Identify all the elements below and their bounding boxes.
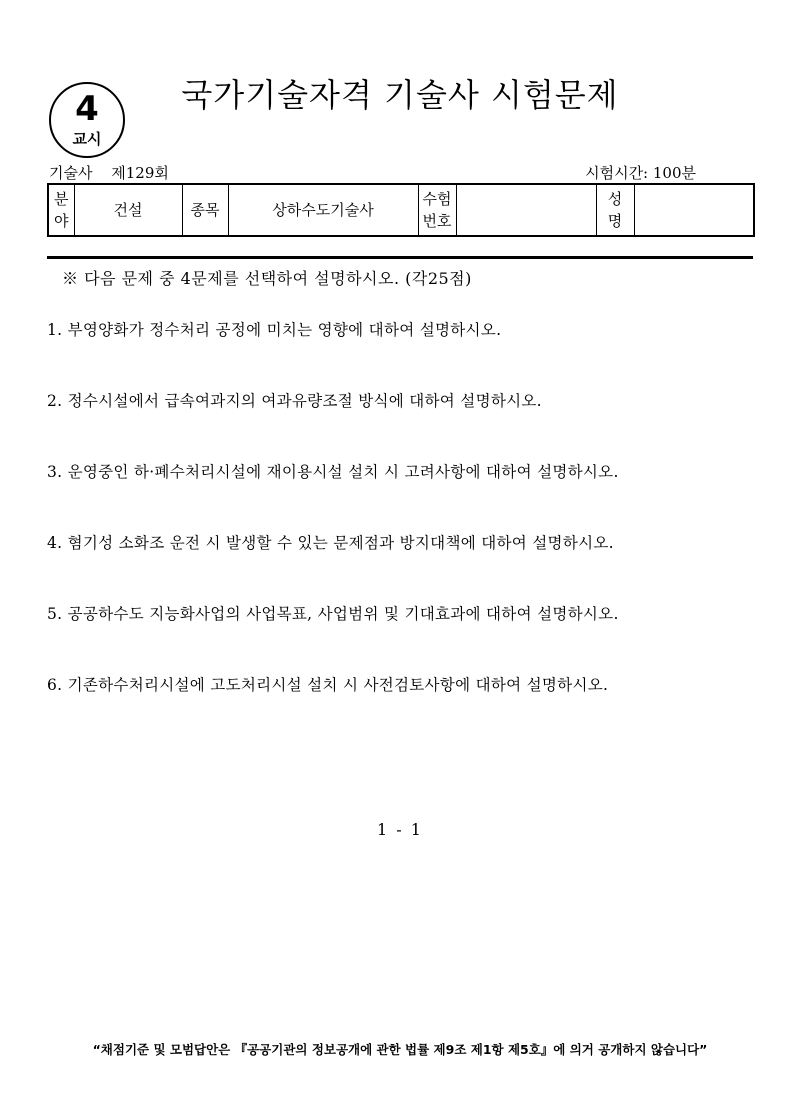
exam-number-field[interactable] <box>456 184 596 236</box>
exam-time: 시험시간: 100분 <box>585 164 696 182</box>
exam-number-label: 수험 번호 <box>418 184 456 236</box>
name-field[interactable] <box>634 184 754 236</box>
item-label: 종목 <box>182 184 228 236</box>
field-label: 분 야 <box>48 184 74 236</box>
field-value: 건설 <box>74 184 182 236</box>
page-number: 1 - 1 <box>377 820 423 839</box>
question-item: 4. 혐기성 소화조 운전 시 발생할 수 있는 문제점과 방지대책에 대하여 설명하시오. <box>47 534 614 552</box>
question-item: 5. 공공하수도 지능화사업의 사업목표, 사업범위 및 기대효과에 대하여 설명하시오. <box>47 605 619 623</box>
divider <box>47 256 753 259</box>
session-number: 4 <box>75 89 99 129</box>
question-item: 6. 기존하수처리시설에 고도처리시설 설치 시 사전검토사항에 대하여 설명하시오. <box>47 676 609 694</box>
item-value: 상하수도기술사 <box>228 184 418 236</box>
exam-meta-left <box>49 162 183 183</box>
session-label: 교시 <box>72 130 102 148</box>
name-label: 성 명 <box>596 184 634 236</box>
instruction: ※ 다음 문제 중 4문제를 선택하여 설명하시오. (각25점) <box>62 269 472 288</box>
exam-category: 기술사 <box>49 164 93 182</box>
session-badge <box>49 82 125 158</box>
page-title: 국가기술자격 기술사 시험문제 <box>181 76 619 114</box>
question-item: 2. 정수시설에서 급속여과지의 여과유량조절 방식에 대하여 설명하시오. <box>47 392 542 410</box>
question-item: 3. 운영중인 하·폐수처리시설에 재이용시설 설치 시 고려사항에 대하여 설명하시오. <box>47 463 619 481</box>
question-list <box>47 318 619 744</box>
footer-note: “채점기준 및 모범답안은 『공공기관의 정보공개에 관한 법률 제9조 제1항 제5호』에 의거 공개하지 않습니다” <box>92 1042 708 1057</box>
exam-info-table <box>47 183 755 237</box>
question-item: 1. 부영양화가 정수처리 공정에 미치는 영향에 대하여 설명하시오. <box>47 321 502 339</box>
exam-round: 제129회 <box>111 164 169 182</box>
